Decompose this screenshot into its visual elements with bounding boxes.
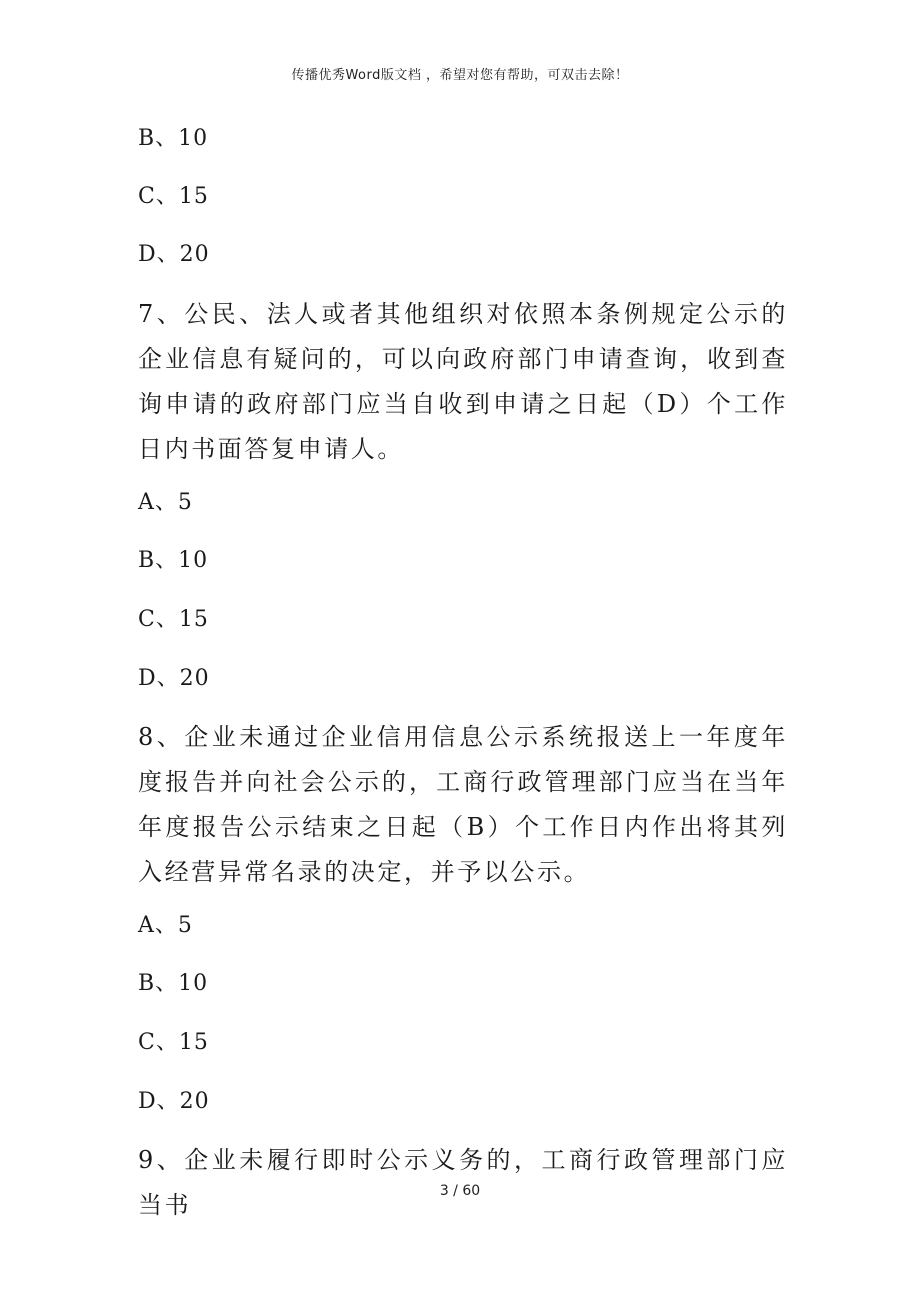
question-7: 7、公民、法人或者其他组织对依照本条例规定公示的企业信息有疑问的，可以向政府部门申请查询，收到查询申请的政府部门应当自收到申请之日起（D）个工作日内书面答复申请人。	[138, 300, 788, 463]
question-9: 9、企业未履行即时公示义务的，工商行政管理部门应当书	[138, 1146, 788, 1219]
option-b: B、10	[138, 126, 209, 151]
option-d: D、20	[138, 1089, 210, 1114]
question-8: 8、企业未通过企业信用信息公示系统报送上一年度年度报告并向社会公示的，工商行政管理部门应当在当年年度报告公示结束之日起（B）个工作日内作出将其列入经营异常名录的决定，并予以公示。	[138, 723, 788, 886]
option-c: C、15	[138, 607, 209, 632]
option-a: A、5	[138, 913, 193, 938]
page-number: 3 / 60	[439, 1183, 481, 1199]
option-b: B、10	[138, 548, 209, 573]
option-c: C、15	[138, 184, 209, 209]
option-a: A、5	[138, 490, 193, 515]
page-header: 传播优秀Word版文档 ，希望对您有帮助，可双击去除！	[291, 68, 629, 83]
option-b: B、10	[138, 971, 209, 996]
option-c: C、15	[138, 1030, 209, 1055]
option-d: D、20	[138, 242, 210, 267]
option-d: D、20	[138, 666, 210, 691]
